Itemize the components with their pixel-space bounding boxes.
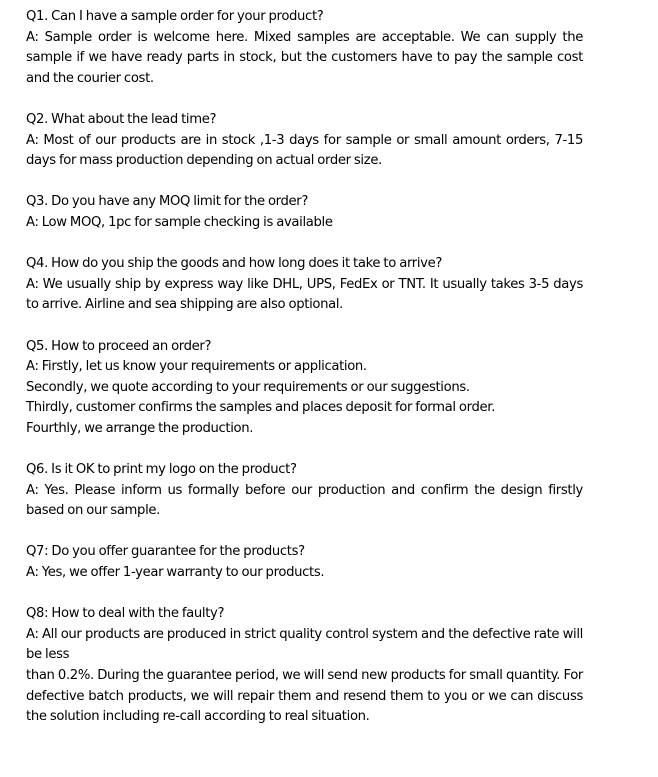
- faq-item-8: [26, 604, 583, 728]
- faq-question-1: Q1. Can I have a sample order for your product?: [26, 9, 324, 24]
- faq-item-4: [26, 254, 583, 316]
- faq-answer-4: A: We usually ship by express way like DHL, UPS, FedEx or TNT. It usually takes 3-5 days to arrive. Airline and sea shipping are also optional.: [26, 276, 583, 313]
- faq-item-2: [26, 110, 583, 172]
- faq-document: [26, 7, 583, 748]
- faq-answer-1: A: Sample order is welcome here. Mixed samples are acceptable. We can supply the sample if we have ready parts in stock, but the customers have to pay the sample cost and the courier cost.: [26, 29, 583, 86]
- faq-item-5: [26, 337, 583, 440]
- faq-question-7: Q7: Do you offer guarantee for the products?: [26, 544, 305, 560]
- faq-question-3: Q3. Do you have any MOQ limit for the order?: [26, 194, 309, 210]
- faq-answer-5: [26, 357, 583, 439]
- faq-item-3: [26, 192, 583, 233]
- faq-item-1: [26, 7, 583, 89]
- faq-question-4: Q4. How do you ship the goods and how long does it take to arrive?: [26, 256, 443, 272]
- faq-answer-5-line: Fourthly, we arrange the production.: [26, 420, 254, 436]
- faq-question-2: Q2. What about the lead time?: [26, 111, 217, 127]
- faq-answer-2: A: Most of our products are in stock ,1-3 days for sample or small amount orders, 7-15 days for mass production depending on actual order size.: [26, 132, 583, 169]
- faq-item-6: [26, 460, 583, 522]
- faq-answer-8-part-1: A: All our products are produced in strict quality control system and the defective rate will be less: [26, 626, 583, 663]
- faq-question-5: Q5. How to proceed an order?: [26, 338, 212, 354]
- faq-answer-6: A: Yes. Please inform us formally before our production and confirm the design firstly based on our sample.: [26, 482, 583, 519]
- faq-question-6: Q6. Is it OK to print my logo on the product?: [26, 462, 297, 478]
- faq-answer-3: A: Low MOQ, 1pc for sample checking is available: [26, 214, 333, 230]
- faq-answer-8-part-2: than 0.2%. During the guarantee period, we will send new products for small quantity. For defective batch products, we will repair them and resend them to you or we can discuss the solution including re-call according to real situation.: [26, 668, 583, 725]
- faq-answer-5-line: Secondly, we quote according to your requirements or our suggestions.: [26, 379, 470, 395]
- faq-question-8: Q8: How to deal with the faulty?: [26, 606, 225, 622]
- faq-item-7: [26, 542, 583, 583]
- faq-answer-5-line: A: Firstly, let us know your requirements or application.: [26, 359, 367, 375]
- faq-answer-5-line: Thirdly, customer confirms the samples and places deposit for formal order.: [26, 400, 495, 416]
- faq-answer-7: A: Yes, we offer 1-year warranty to our products.: [26, 565, 325, 581]
